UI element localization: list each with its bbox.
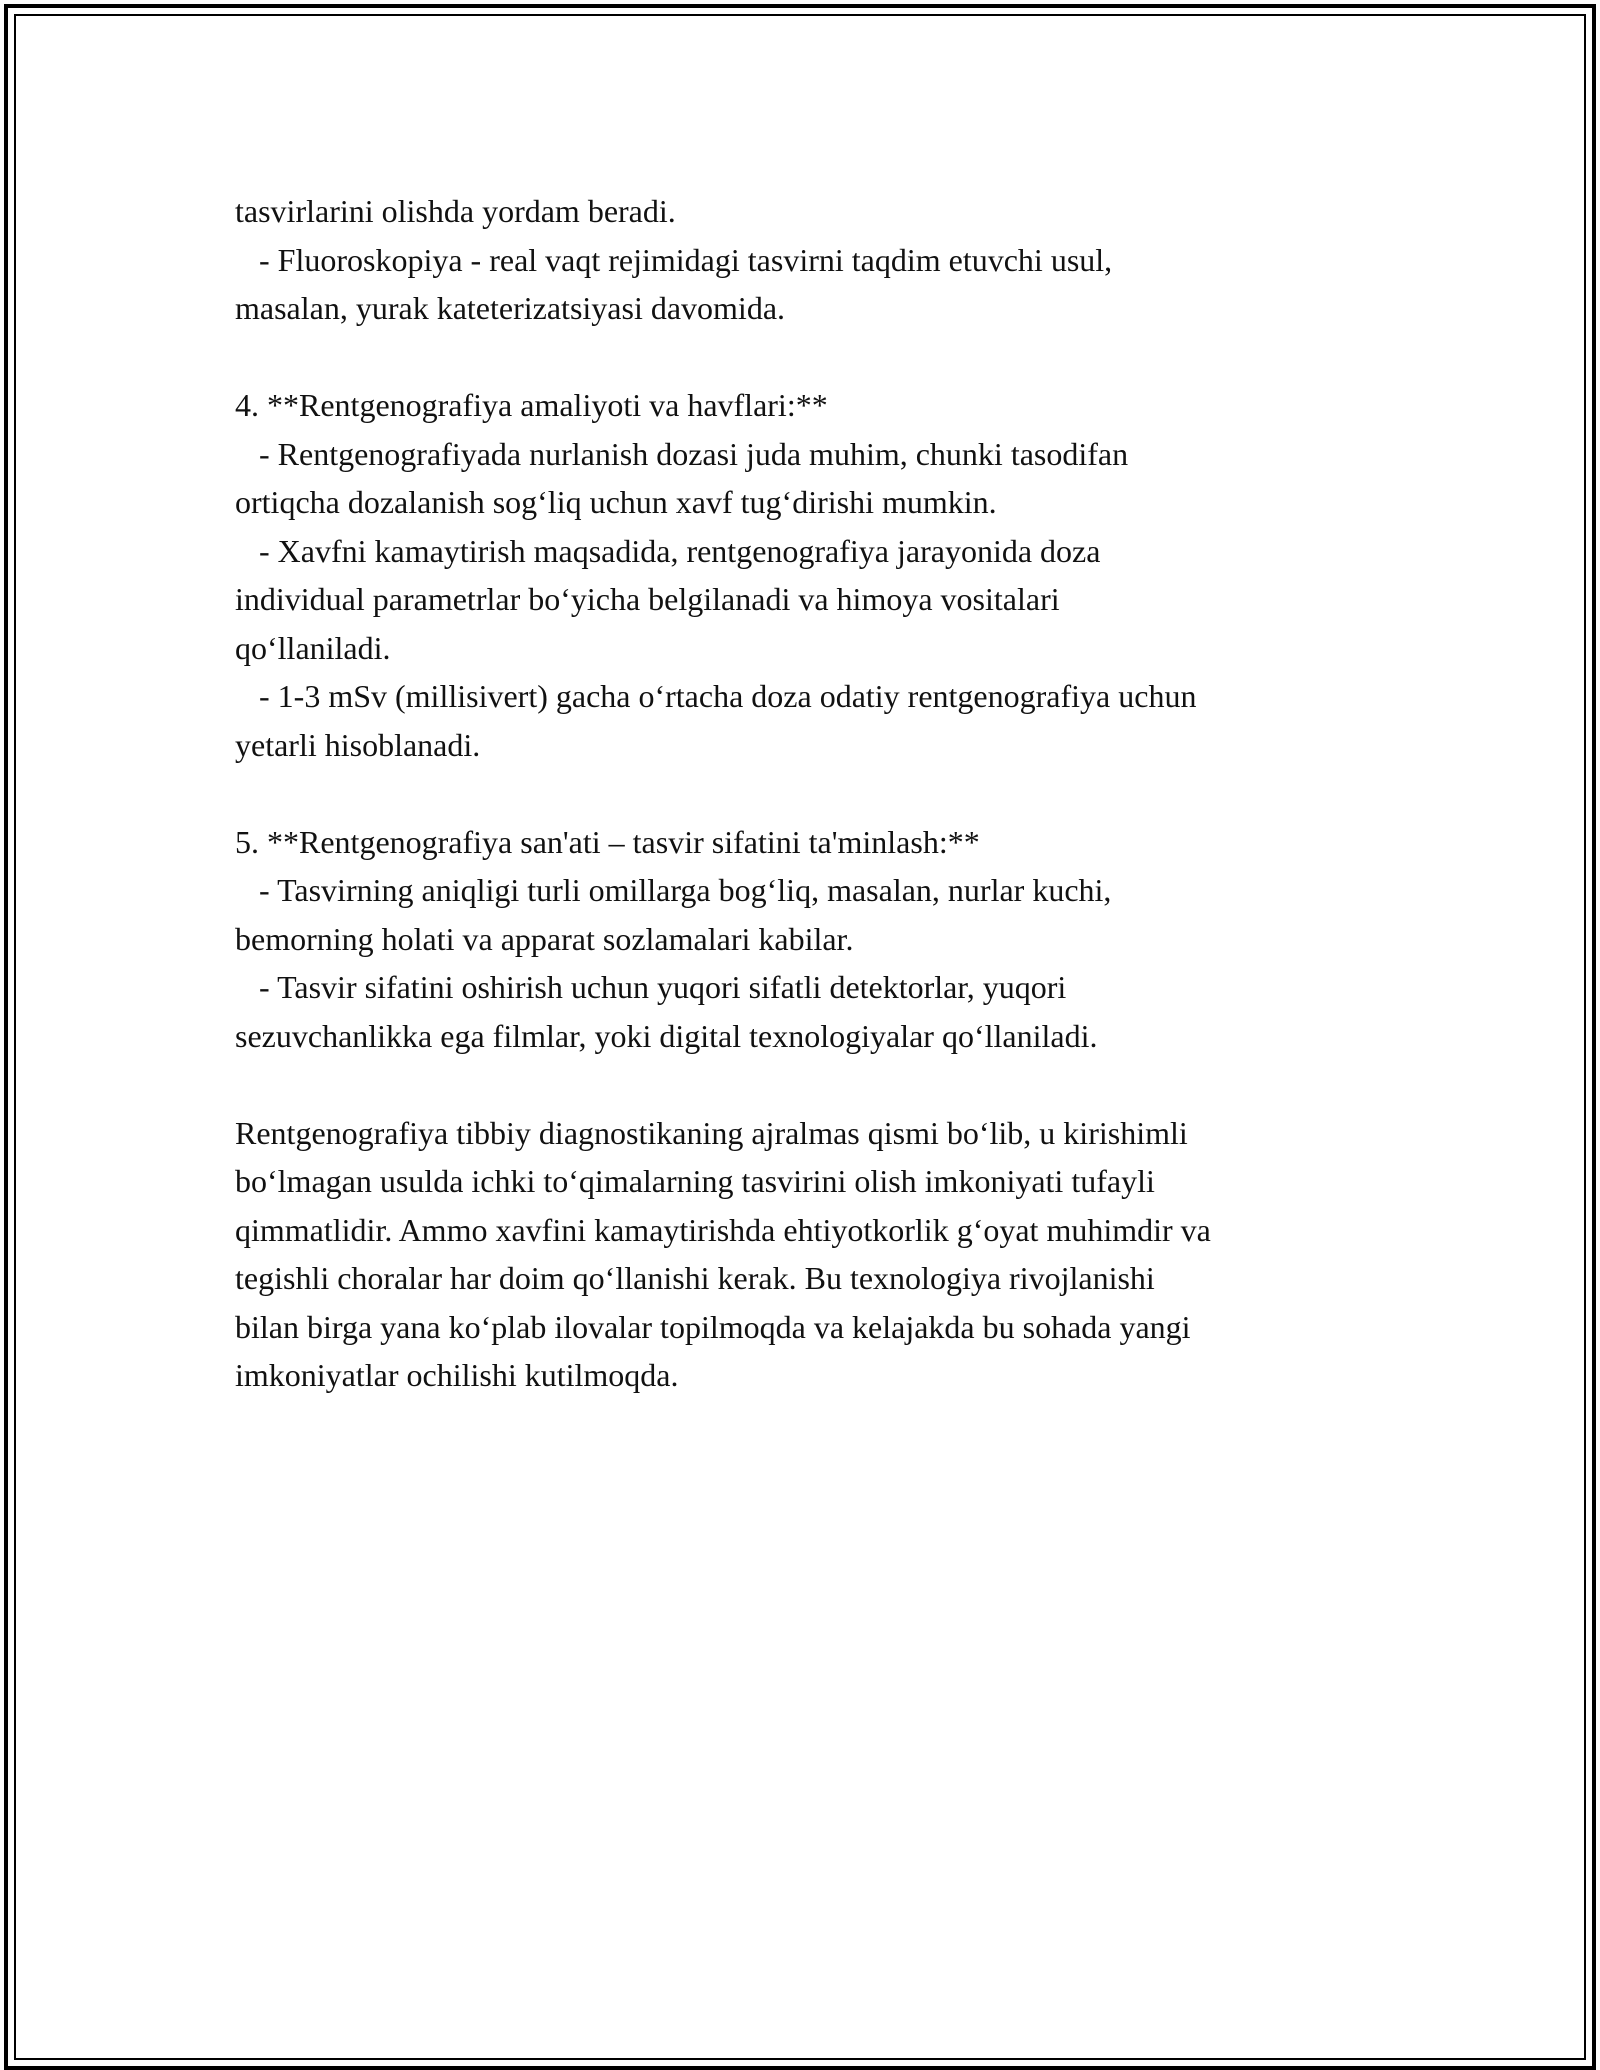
text-line: tegishli choralar har doim qo‘llanishi kerak. Bu texnologiya rivojlanishi (235, 1260, 1155, 1296)
section-5 (235, 818, 1385, 1061)
text-line: qimmatlidir. Ammo xavfini kamaytirishda ehtiyotkorlik g‘oyat muhimdir va (235, 1211, 1211, 1248)
spacer (235, 333, 1385, 382)
text-line: - Tasvirning aniqligi turli omillarga bog‘liq, masalan, nurlar kuchi, (235, 872, 1112, 908)
document-body (235, 187, 1385, 1400)
text-line: bo‘lmagan usulda ichki to‘qimalarning tasvirini olish imkoniyati tufayli (235, 1163, 1155, 1199)
text-line: tasvirlarini olishda yordam beradi. (235, 193, 676, 229)
spacer (235, 1060, 1385, 1109)
text-line: - Xavfni kamaytirish maqsadida, rentgenografiya jarayonida doza (235, 532, 1101, 569)
text-line: imkoniyatlar ochilishi kutilmoqda. (235, 1357, 679, 1393)
section-heading: 4. **Rentgenografiya amaliyoti va havflari:** (235, 387, 828, 423)
text-line: - Rentgenografiyada nurlanish dozasi juda muhim, chunki tasodifan (235, 435, 1129, 472)
text-line: masalan, yurak kateterizatsiyasi davomida. (235, 290, 786, 326)
text-line: bemorning holati va apparat sozlamalari kabilar. (235, 920, 854, 957)
spacer (235, 769, 1385, 818)
text-line: - 1-3 mSv (millisivert) gacha o‘rtacha doza odatiy rentgenografiya uchun (235, 678, 1197, 714)
text-line: qo‘llaniladi. (235, 629, 391, 666)
intro-paragraph (235, 187, 1385, 333)
text-line: ortiqcha dozalanish sog‘liq uchun xavf tug‘dirishi mumkin. (235, 484, 997, 520)
text-line: individual parametrlar bo‘yicha belgilanadi va himoya vositalari (235, 581, 1060, 617)
text-line: sezuvchanlikka ega filmlar, yoki digital texnologiyalar qo‘llaniladi. (235, 1017, 1098, 1054)
text-line: yetarli hisoblanadi. (235, 726, 481, 763)
section-4 (235, 381, 1385, 769)
text-line: - Fluoroskopiya - real vaqt rejimidagi tasvirni taqdim etuvchi usul, (235, 241, 1113, 278)
text-line: - Tasvir sifatini oshirish uchun yuqori sifatli detektorlar, yuqori (235, 969, 1067, 1005)
conclusion-paragraph (235, 1109, 1385, 1400)
section-heading: 5. **Rentgenografiya san'ati – tasvir sifatini ta'minlash:** (235, 823, 980, 860)
text-line: Rentgenografiya tibbiy diagnostikaning ajralmas qismi bo‘lib, u kirishimli (235, 1114, 1188, 1151)
text-line: bilan birga yana ko‘plab ilovalar topilmoqda va kelajakda bu sohada yangi (235, 1308, 1191, 1345)
